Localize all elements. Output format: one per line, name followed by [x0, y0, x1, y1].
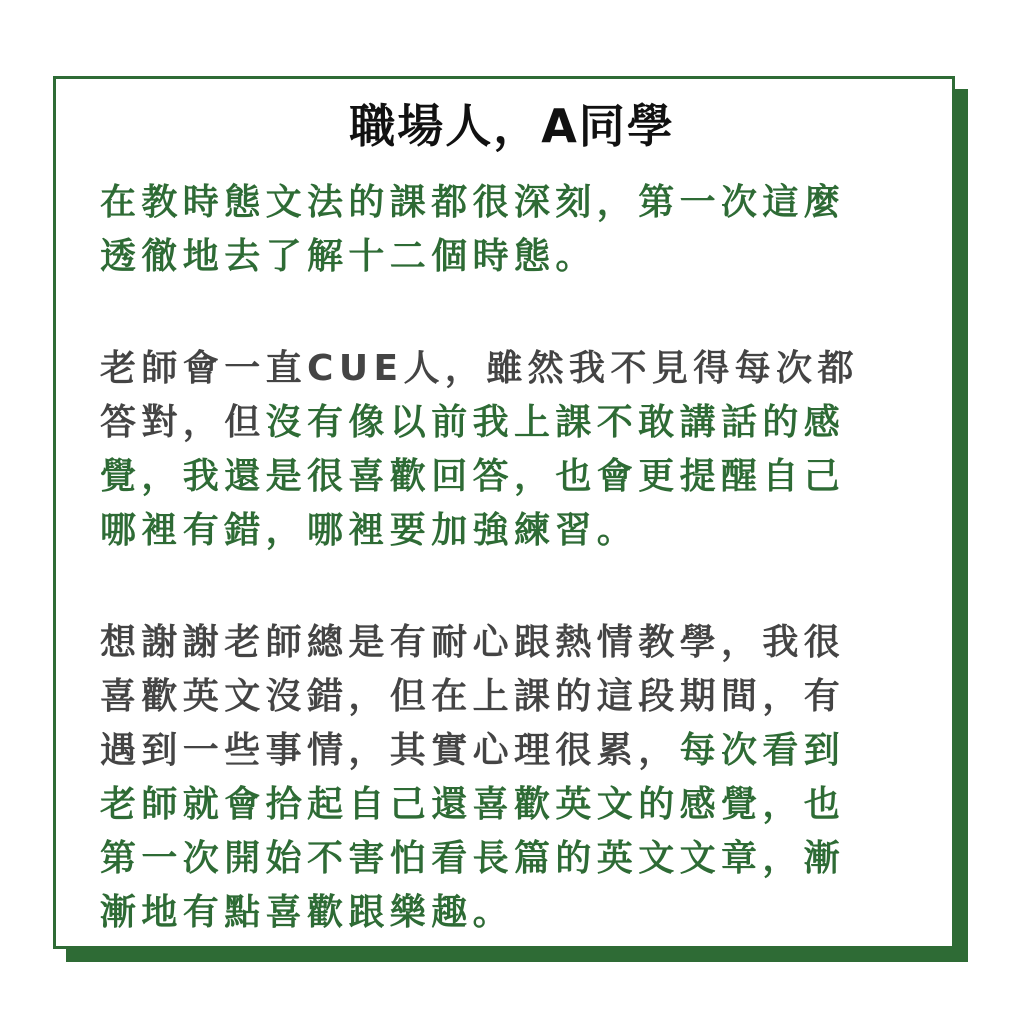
- paragraph-line: [100, 504, 930, 558]
- paragraph-line: [100, 670, 930, 724]
- text-segment: 在教時態文法的課都很深刻，第一次這麼: [100, 182, 846, 223]
- paragraph-line: [100, 342, 930, 396]
- paragraph-line: [100, 616, 930, 670]
- text-segment: 每次看到: [679, 730, 846, 771]
- paragraph-line: [100, 176, 930, 230]
- text-segment: 第一次開始不害怕看長篇的英文文章，漸: [100, 838, 846, 879]
- text-segment: 老師會一直CUE人，雖然我不見得每次都: [100, 348, 859, 389]
- paragraph-line: [100, 450, 930, 504]
- paragraph-line: [100, 886, 930, 940]
- paragraph-line: [100, 724, 930, 778]
- text-segment: 答對，但: [100, 402, 266, 443]
- text-segment: 沒有像以前我上課不敢講話的感: [265, 402, 846, 443]
- text-segment: 漸地有點喜歡跟樂趣。: [100, 892, 515, 933]
- paragraph-line: [100, 832, 930, 886]
- paragraph-1: [100, 176, 930, 284]
- text-segment: 遇到一些事情，其實心理很累，: [100, 730, 680, 771]
- text-segment: 喜歡英文沒錯，但在上課的這段期間，有: [100, 676, 846, 717]
- text-segment: 透徹地去了解十二個時態。: [100, 236, 597, 277]
- paragraph-line: [100, 778, 930, 832]
- paragraph-line: [100, 230, 930, 284]
- paragraph-2: [100, 342, 930, 558]
- paragraph-3: [100, 616, 930, 940]
- text-segment: 想謝謝老師總是有耐心跟熱情教學，我很: [100, 622, 846, 663]
- testimonial-title: 職場人，A同學: [349, 99, 675, 153]
- paragraph-line: [100, 396, 930, 450]
- text-segment: 老師就會拾起自己還喜歡英文的感覺，也: [100, 784, 846, 825]
- text-segment: 覺，我還是很喜歡回答，也會更提醒自己: [100, 456, 846, 497]
- text-segment: 哪裡有錯，哪裡要加強練習。: [100, 510, 639, 551]
